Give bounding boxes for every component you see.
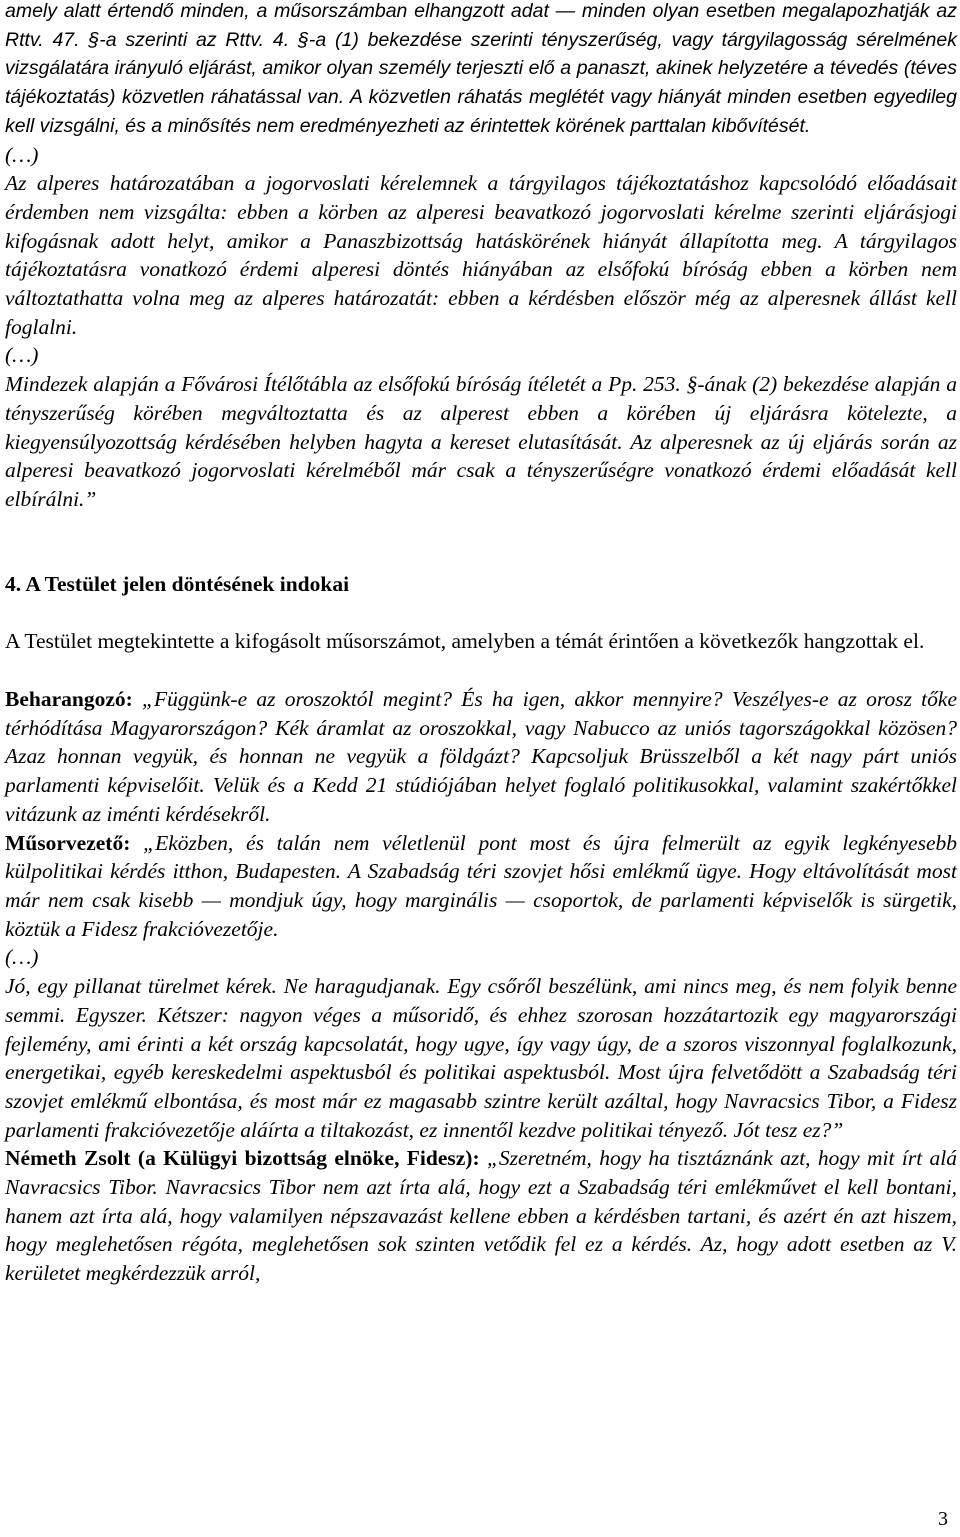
speaker-label: Németh Zsolt (a Külügyi bizottság elnöke, Fidesz): [5,1146,480,1171]
speaker-label: Beharangozó: [5,687,133,712]
ellipsis: (…) [5,142,39,167]
intro-paragraph: amely alatt értendő minden, a műsorszámban elhangzott adat — minden olyan esetben megalapozhatják az Rttv. 47. §-a szerinti az Rttv. 4. §-a (1) bekezdése szerinti tényszerűség, vagy tárgyilagosság sérelmének vizsgálatára irányuló eljárást, amikor olyan személy terjeszti elő a panaszt, akinek helyzetére a tévedés (téves tájékoztatás) közvetlen ráhatással van. A közvetlen ráhatás meglétét vagy hiányát minden esetben egyedileg kell vizsgálni, és a minősítés nem eredményezheti az érintettek körének parttalan kibővítését. [5,0,957,137]
transcript-text: „Függünk-e az oroszoktól megint? És ha igen, akkor mennyire? Veszélyes-e az orosz tőke térhódítása Magyarországon? Kék áramlat az oroszokkal, vagy Nabucco az uniós tagországokkal közösen? Azaz honnan vegyük, és honnan ne vegyük a földgázt? Kapcsoljuk Brüsszelből a két nagy párt uniós parlamenti képviselőit. Velük és a Kedd 21 stúdiójában helyet foglaló politikusokkal, valamint szakértőkkel vitázunk az iménti kérdésekről. [5,687,957,826]
section-intro: A Testület megtekintette a kifogásolt műsorszámot, amelyben a témát érintően a következők hangzottak el. [5,629,925,654]
review-paragraph-1: Az alperes határozatában a jogorvoslati kérelemnek a tárgyilagos tájékoztatáshoz kapcsolódó előadásait érdemben nem vizsgálta: ebben a körben az alperesi beavatkozó jogorvoslati kérelme szerinti eljárásjogi kifogásnak adott helyt, amikor a Panaszbizottság hatáskörének hiányát állapította meg. A tárgyilagos tájékoztatásra vonatkozó érdemi alperesi döntés hiányában az elsőfokú bíróság ebben a körben nem változtathatta volna meg az alperes határozatát: ebben a kérdésben először még az alperesnek állást kell foglalni. [5,171,957,339]
document-page [5,0,957,1288]
ellipsis: (…) [5,343,39,368]
transcript-text: „Eközben, és talán nem véletlenül pont most és újra felmerült az egyik legkényesebb külpolitikai kérdés itthon, Budapesten. A Szabadság téri szovjet hősi emlékmű ügye. Hogy eltávolítását most már nem csak kisebb — mondjuk úgy, hogy marginális — csoportok, de parlamenti képviselők is sürgetik, köztük a Fidesz frakcióvezetője. [5,830,957,941]
transcript-text: „Szeretném, hogy ha tisztáznánk azt, hogy mit írt alá Navracsics Tibor. Navracsics Tibor nem azt írta alá, hogy ezt a Szabadság téri emlékművet el kell bontani, hanem azt írta alá, hogy valamilyen népszavazást kellene ebben a kérdésben tartani, és azért én azt hiszem, hogy meglehetősen régóta, meglehetősen sok szinten vetődik fel ez a kérdés. Az, hogy adott esetben az V. kerületet megkérdezzük arról, [5,1146,957,1286]
moderator-continued: Jó, egy pillanat türelmet kérek. Ne haragudjanak. Egy csőről beszélünk, ami nincs meg, és nem folyik benne semmi. Egyszer. Kétszer: nagyon véges a műsoridő, és ehhez szorosan hozzátartozik egy magyarországi fejlemény, ami érinti a két ország kapcsolatát, hogy ugye, így vagy úgy, de a szoros viszonnyal foglalkozunk, energetikai, egyéb kereskedelmi aspektusból és politikai aspektusból. Most újra felvetődött a Szabadság téri szovjet emlékmű elbontása, és most már ez magasabb szintre került azáltal, hogy Navracsics Tibor, a Fidesz parlamenti frakcióvezetője aláírta a tiltakozást, ez innentől kezdve politikai tényező. Jót tesz ez?” [5,974,957,1142]
page-number: 3 [938,1508,948,1530]
transcript-entry [5,829,957,944]
speaker-label: Műsorvezető: [5,830,131,855]
section-heading: 4. A Testület jelen döntésének indokai [5,571,350,596]
review-paragraph-2: Mindezek alapján a Fővárosi Ítélőtábla az elsőfokú bíróság ítéletét a Pp. 253. §-ának (2) bekezdése alapján a tényszerűség körében megváltoztatta és az alperest ebben a körében új eljárásra kötelezte, a kiegyensúlyozottság kérdésében helyben hagyta a kereset elutasítását. Az alperesnek az új eljárás során az alperesi beavatkozó jogorvoslati kérelméből már csak a tényszerűségre vonatkozó érdemi előadását kell elbírálni.” [5,372,957,511]
transcript-entry [5,1144,957,1288]
ellipsis: (…) [5,945,39,970]
transcript-entry [5,685,957,829]
